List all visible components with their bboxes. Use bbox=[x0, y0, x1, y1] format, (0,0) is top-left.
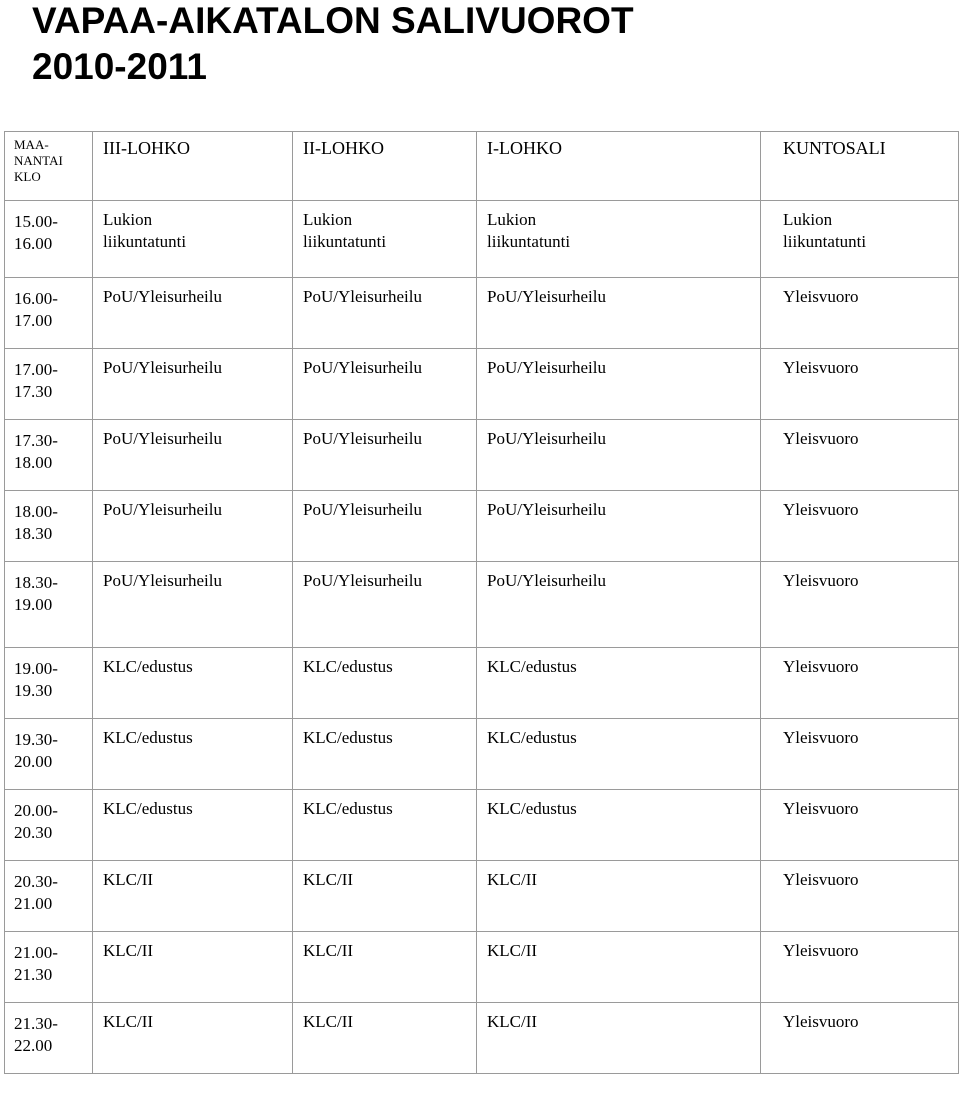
time-end: 16.00 bbox=[14, 234, 53, 253]
schedule-cell: PoU/Yleisurheilu bbox=[477, 420, 761, 491]
time-start: 17.30- bbox=[14, 431, 58, 450]
schedule-cell bbox=[293, 201, 477, 278]
time-cell bbox=[5, 719, 93, 790]
schedule-cell: Yleisvuoro bbox=[761, 562, 959, 648]
table-row bbox=[5, 1003, 959, 1074]
table-row bbox=[5, 562, 959, 648]
time-start: 15.00- bbox=[14, 212, 58, 231]
schedule-cell: KLC/edustus bbox=[477, 790, 761, 861]
header-klo bbox=[5, 132, 93, 201]
time-cell bbox=[5, 648, 93, 719]
time-end: 19.30 bbox=[14, 681, 53, 700]
schedule-cell: PoU/Yleisurheilu bbox=[293, 562, 477, 648]
header-klo-line: NANTAI bbox=[14, 153, 63, 168]
time-start: 19.30- bbox=[14, 730, 58, 749]
time-end: 20.30 bbox=[14, 823, 53, 842]
schedule-cell: PoU/Yleisurheilu bbox=[293, 349, 477, 420]
schedule-cell: PoU/Yleisurheilu bbox=[93, 562, 293, 648]
schedule-cell: KLC/edustus bbox=[293, 719, 477, 790]
cell-line: liikuntatunti bbox=[303, 232, 387, 251]
time-cell bbox=[5, 201, 93, 278]
time-end: 21.00 bbox=[14, 894, 53, 913]
column-header: III-LOHKO bbox=[93, 132, 293, 201]
schedule-cell: Yleisvuoro bbox=[761, 349, 959, 420]
schedule-cell: KLC/II bbox=[293, 861, 477, 932]
schedule-cell: Yleisvuoro bbox=[761, 278, 959, 349]
header-klo-line: KLO bbox=[14, 169, 41, 184]
table-row bbox=[5, 201, 959, 278]
schedule-cell: KLC/II bbox=[477, 932, 761, 1003]
schedule-cell: KLC/edustus bbox=[477, 648, 761, 719]
time-cell bbox=[5, 278, 93, 349]
schedule-cell: PoU/Yleisurheilu bbox=[93, 278, 293, 349]
time-cell bbox=[5, 861, 93, 932]
schedule-cell: KLC/II bbox=[93, 932, 293, 1003]
time-cell bbox=[5, 932, 93, 1003]
schedule-cell: Yleisvuoro bbox=[761, 932, 959, 1003]
column-header: KUNTOSALI bbox=[761, 132, 959, 201]
time-end: 19.00 bbox=[14, 595, 53, 614]
time-cell bbox=[5, 491, 93, 562]
schedule-cell: KLC/edustus bbox=[293, 648, 477, 719]
time-start: 21.00- bbox=[14, 943, 58, 962]
schedule-cell: PoU/Yleisurheilu bbox=[293, 278, 477, 349]
cell-line: Lukion bbox=[783, 210, 833, 229]
time-cell bbox=[5, 1003, 93, 1074]
header-row bbox=[5, 132, 959, 201]
schedule-cell: PoU/Yleisurheilu bbox=[477, 562, 761, 648]
time-cell bbox=[5, 790, 93, 861]
table-row bbox=[5, 932, 959, 1003]
time-start: 20.00- bbox=[14, 801, 58, 820]
schedule-cell: KLC/II bbox=[293, 1003, 477, 1074]
schedule-cell: PoU/Yleisurheilu bbox=[93, 420, 293, 491]
schedule-cell: KLC/edustus bbox=[293, 790, 477, 861]
cell-line: liikuntatunti bbox=[487, 232, 571, 251]
schedule-cell: Yleisvuoro bbox=[761, 420, 959, 491]
title-line-2: 2010-2011 bbox=[32, 46, 207, 87]
time-start: 21.30- bbox=[14, 1014, 58, 1033]
table-row bbox=[5, 719, 959, 790]
schedule-cell: PoU/Yleisurheilu bbox=[93, 349, 293, 420]
schedule-cell: KLC/edustus bbox=[477, 719, 761, 790]
schedule-cell bbox=[477, 201, 761, 278]
time-end: 20.00 bbox=[14, 752, 53, 771]
schedule-cell: PoU/Yleisurheilu bbox=[93, 491, 293, 562]
table-row bbox=[5, 420, 959, 491]
time-start: 16.00- bbox=[14, 289, 58, 308]
schedule-cell: PoU/Yleisurheilu bbox=[477, 491, 761, 562]
schedule-cell: KLC/II bbox=[477, 861, 761, 932]
schedule-cell bbox=[761, 201, 959, 278]
time-end: 18.30 bbox=[14, 524, 53, 543]
table-row bbox=[5, 648, 959, 719]
schedule-cell: KLC/edustus bbox=[93, 719, 293, 790]
schedule-cell: Yleisvuoro bbox=[761, 648, 959, 719]
time-start: 20.30- bbox=[14, 872, 58, 891]
schedule-cell bbox=[93, 201, 293, 278]
schedule-cell: Yleisvuoro bbox=[761, 719, 959, 790]
time-start: 18.00- bbox=[14, 502, 58, 521]
time-end: 18.00 bbox=[14, 453, 53, 472]
schedule-cell: Yleisvuoro bbox=[761, 861, 959, 932]
header-klo-line: MAA- bbox=[14, 137, 49, 152]
time-cell bbox=[5, 420, 93, 491]
time-start: 17.00- bbox=[14, 360, 58, 379]
cell-line: liikuntatunti bbox=[103, 232, 187, 251]
time-end: 17.00 bbox=[14, 311, 53, 330]
table-row bbox=[5, 790, 959, 861]
schedule-table bbox=[4, 131, 959, 1074]
schedule-cell: PoU/Yleisurheilu bbox=[293, 491, 477, 562]
table-row bbox=[5, 349, 959, 420]
schedule-cell: KLC/edustus bbox=[93, 648, 293, 719]
cell-line: Lukion bbox=[487, 210, 537, 229]
schedule-cell: PoU/Yleisurheilu bbox=[477, 349, 761, 420]
cell-line: liikuntatunti bbox=[783, 232, 867, 251]
schedule-cell: KLC/II bbox=[477, 1003, 761, 1074]
column-header: II-LOHKO bbox=[293, 132, 477, 201]
schedule-cell: PoU/Yleisurheilu bbox=[477, 278, 761, 349]
time-start: 18.30- bbox=[14, 573, 58, 592]
table-row bbox=[5, 861, 959, 932]
schedule-cell: KLC/II bbox=[293, 932, 477, 1003]
page-title bbox=[32, 0, 634, 90]
schedule-cell: KLC/edustus bbox=[93, 790, 293, 861]
cell-line: Lukion bbox=[303, 210, 353, 229]
table-row bbox=[5, 491, 959, 562]
schedule-cell: PoU/Yleisurheilu bbox=[293, 420, 477, 491]
table-row bbox=[5, 278, 959, 349]
cell-line: Lukion bbox=[103, 210, 153, 229]
time-end: 17.30 bbox=[14, 382, 53, 401]
time-end: 21.30 bbox=[14, 965, 53, 984]
time-end: 22.00 bbox=[14, 1036, 53, 1055]
schedule-cell: Yleisvuoro bbox=[761, 790, 959, 861]
time-cell bbox=[5, 349, 93, 420]
schedule-cell: KLC/II bbox=[93, 861, 293, 932]
title-line-1: VAPAA-AIKATALON SALIVUOROT bbox=[32, 0, 634, 41]
schedule-cell: KLC/II bbox=[93, 1003, 293, 1074]
schedule-cell: Yleisvuoro bbox=[761, 1003, 959, 1074]
schedule-cell: Yleisvuoro bbox=[761, 491, 959, 562]
time-start: 19.00- bbox=[14, 659, 58, 678]
column-header: I-LOHKO bbox=[477, 132, 761, 201]
time-cell bbox=[5, 562, 93, 648]
